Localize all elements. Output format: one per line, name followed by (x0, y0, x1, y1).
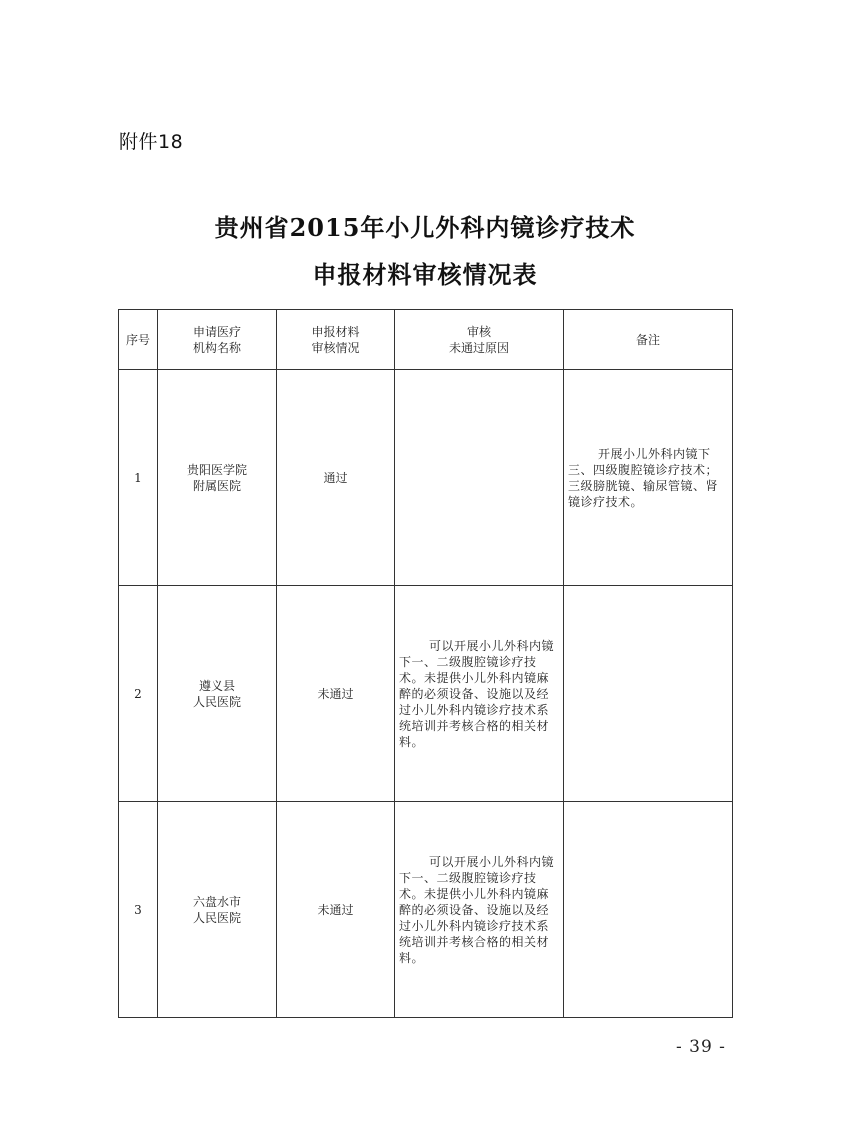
row-institution: 贵阳医学院 附属医院 (158, 370, 277, 586)
review-table (118, 309, 733, 1018)
document-title: 贵州省2015年小儿外科内镜诊疗技术 (214, 213, 636, 242)
row-index: 1 (119, 370, 158, 586)
row-index: 2 (119, 586, 158, 802)
row-status: 通过 (277, 370, 395, 586)
row-reason-cell (395, 586, 564, 802)
row-institution: 六盘水市 人民医院 (158, 802, 277, 1018)
document-subtitle: 申报材料审核情况表 (312, 260, 538, 289)
page-number: - 39 - (676, 1037, 726, 1057)
row-note-cell (564, 370, 733, 586)
table-row (119, 586, 733, 802)
row-reason: 可以开展小儿外科内镜下一、二级腹腔镜诊疗技术。未提供小儿外科内镜麻醉的必须设备、设施以及经过小儿外科内镜诊疗技术系统培训并考核合格的相关材料。 (399, 854, 555, 965)
row-status: 未通过 (277, 586, 395, 802)
table-row (119, 802, 733, 1018)
header-index: 序号 (119, 310, 158, 370)
row-note (564, 586, 733, 802)
table-header-row (119, 310, 733, 370)
row-note (564, 802, 733, 1018)
row-note: 开展小儿外科内镜下三、四级腹腔镜诊疗技术；三级膀胱镜、输尿管镜、肾镜诊疗技术。 (568, 446, 719, 509)
row-reason-cell (395, 802, 564, 1018)
header-institution: 申请医疗 机构名称 (158, 310, 277, 370)
row-reason: 可以开展小儿外科内镜下一、二级腹腔镜诊疗技术。未提供小儿外科内镜麻醉的必须设备、设施以及经过小儿外科内镜诊疗技术系统培训并考核合格的相关材料。 (399, 638, 555, 749)
row-index: 3 (119, 802, 158, 1018)
table-row (119, 370, 733, 586)
row-institution: 遵义县 人民医院 (158, 586, 277, 802)
attachment-label: 附件18 (119, 131, 184, 153)
row-status: 未通过 (277, 802, 395, 1018)
header-note: 备注 (564, 310, 733, 370)
header-status: 申报材料 审核情况 (277, 310, 395, 370)
row-reason (395, 370, 564, 586)
header-reason: 审核 未通过原因 (395, 310, 564, 370)
